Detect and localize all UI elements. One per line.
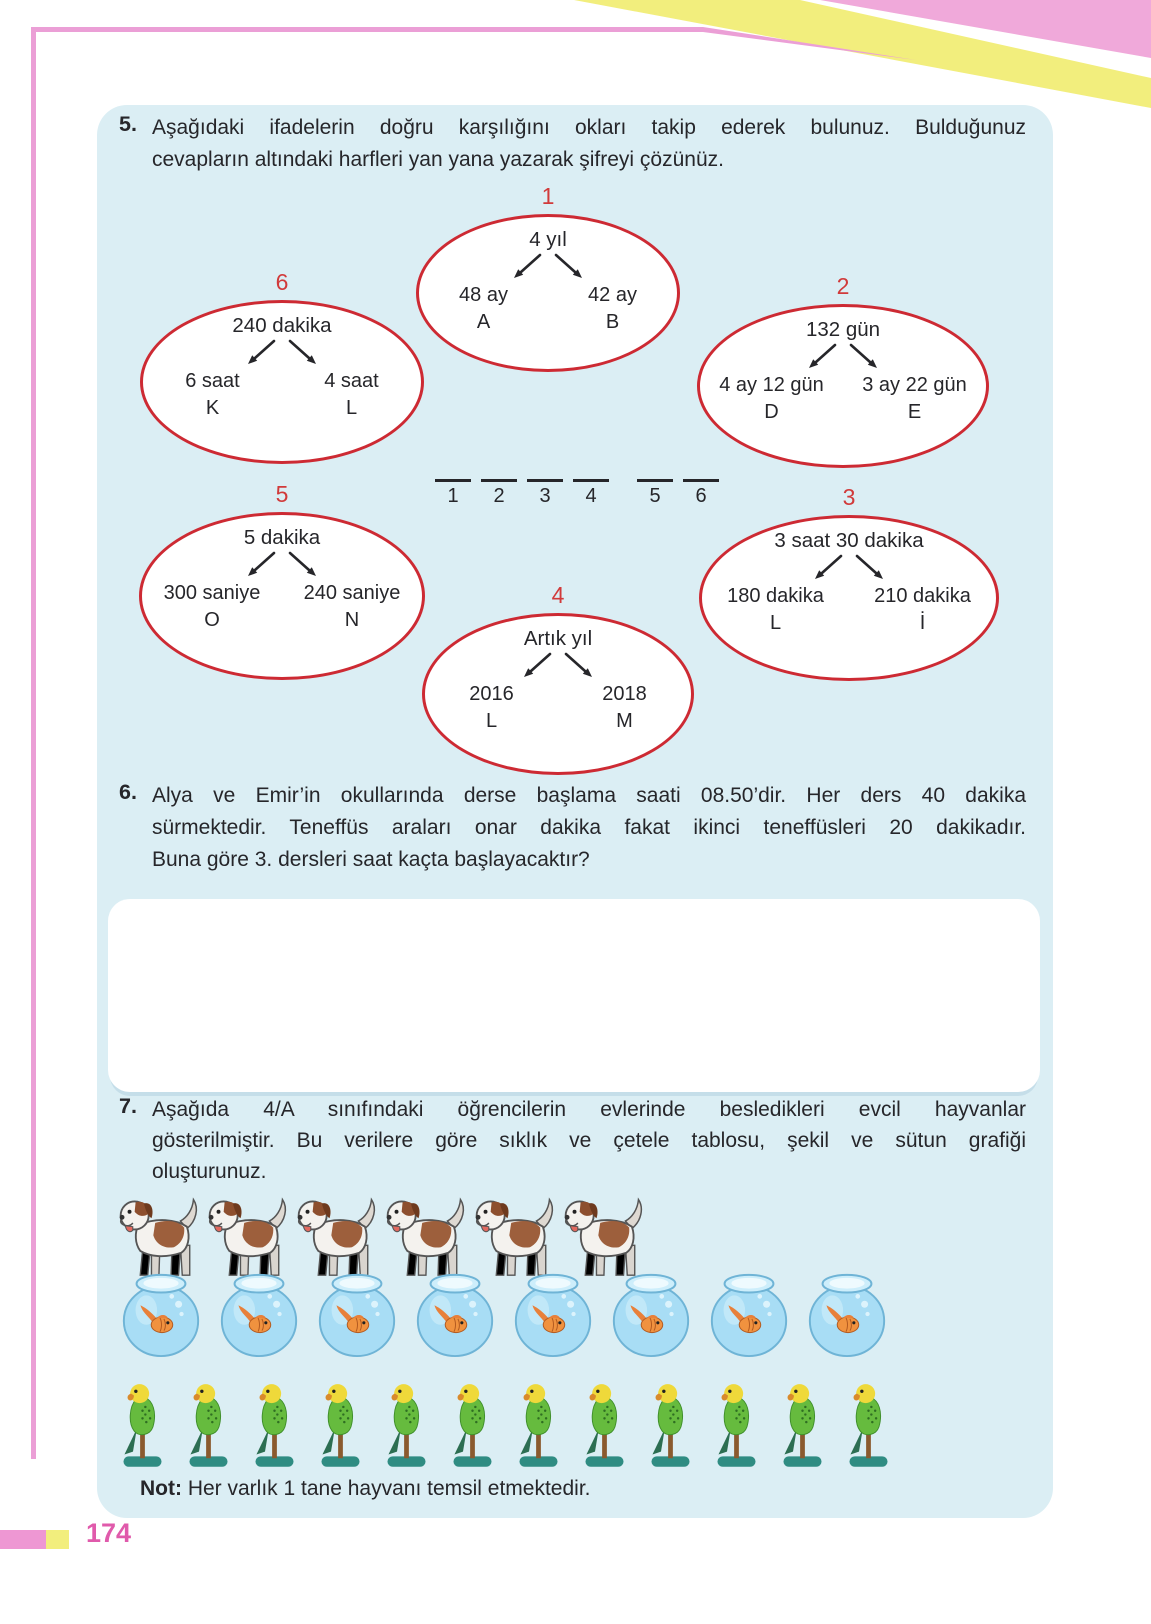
arrows-icon [212,551,352,581]
text-line: gösterilmiştir. Bu verilere göre sıklık ve çetele tablosu, şekil ve sütun grafiği [152,1129,1026,1152]
bubble-option-left: 48 ay [459,284,508,306]
blank-line [481,479,517,482]
blank-line [637,479,673,482]
blank-number: 4 [585,485,597,507]
answer-blanks [0,479,1151,531]
bubble-letter-right: N [344,609,360,631]
arrows-icon [779,554,919,584]
bubble-option-right: 4 saat [324,370,379,392]
bubble-ellipse [422,613,694,775]
bubble-letter-right: İ [919,612,926,634]
budgie-icon [774,1381,831,1469]
note-text: Her varlık 1 tane hayvanı temsil etmektedir. [187,1477,591,1500]
fishbowl-icon [313,1269,401,1359]
bubble-letter-right: L [345,397,358,419]
bubble-number: 2 [836,273,850,299]
arrows-icon [212,339,352,369]
bubble-number: 5 [275,481,289,507]
q5-number: 5. [119,112,137,136]
bubble-letter-left: L [485,710,498,732]
fishbowl-icon [607,1269,695,1359]
arrows-icon [478,253,618,283]
note [140,1477,591,1501]
bubble-question: 3 saat 30 dakika [774,529,924,552]
bubble-ellipse [416,214,680,372]
q6-number: 6. [119,780,137,804]
bubble-option-right: 42 ay [588,284,637,306]
blank-number: 5 [649,485,661,507]
bubble-option-right: 3 ay 22 gün [862,374,967,396]
budgie-icon [180,1381,237,1469]
text-line: sürmektedir. Teneffüs araları onar dakika fakat ikinci teneffüsleri 20 dakikadır. [152,816,1026,839]
bubble-number: 1 [541,183,555,209]
bubble-ellipse [140,300,424,464]
bubble-question: 4 yıl [529,228,567,251]
fishbowl-icon [215,1269,303,1359]
bubble-letter-left: K [205,397,220,419]
answer-blank [573,479,609,508]
text-line: cevapların altındaki harfleri yan yana yazarak şifreyi çözünüz. [152,148,724,171]
blank-line [683,479,719,482]
bubble-option-left: 180 dakika [727,585,824,607]
answer-bubble [140,269,424,464]
bubble-ellipse [139,512,425,680]
budgie-icon [840,1381,897,1469]
q7-number: 7. [119,1094,137,1118]
fishbowl-icon [803,1269,891,1359]
answer-bubble [416,183,680,372]
bubble-letter-right: E [907,401,922,423]
blank-number: 1 [447,485,459,507]
blank-number: 3 [539,485,551,507]
bubble-option-left: 6 saat [185,370,240,392]
fishbowl-icon [411,1269,499,1359]
text-line: oluşturunuz. [152,1160,267,1183]
q5-text [152,112,1026,176]
blank-line [527,479,563,482]
bubble-option-right: 2018 [602,683,647,705]
budgie-icon [708,1381,765,1469]
bubble-letter-left: O [204,609,220,631]
budgie-icon [312,1381,369,1469]
pink-frame-left-line [31,29,36,1459]
bird-row [114,1381,897,1469]
text-line: Aşağıda 4/A sınıfındaki öğrencilerin evlerinde besledikleri evcil hayvanlar [152,1098,1026,1121]
q7-text [152,1094,1026,1187]
text-line: Buna göre 3. dersleri saat kaçta başlayacaktır? [152,848,590,871]
bubble-question: 240 dakika [232,314,332,337]
bubble-number: 4 [551,582,565,608]
budgie-icon [444,1381,501,1469]
answer-blank [637,479,673,508]
blank-number: 6 [695,485,707,507]
blank-line [435,479,471,482]
arrows-icon [773,343,913,373]
answer-blank [481,479,517,508]
bubble-number: 3 [842,484,856,510]
answer-box [108,899,1040,1092]
budgie-icon [114,1381,171,1469]
fishbowl-icon [117,1269,205,1359]
bubble-ellipse [697,304,989,468]
bubble-option-right: 210 dakika [874,585,971,607]
bubble-ellipse [699,515,999,681]
bubble-option-right: 240 saniye [303,582,401,604]
note-label: Not: [140,1477,182,1500]
bubble-letter-left: L [769,612,782,634]
bubble-number: 6 [275,269,289,295]
footer-yellow-bar [46,1530,69,1549]
fish-row [117,1269,891,1359]
answer-blank [683,479,719,508]
answer-bubble [422,582,694,775]
arrows-icon [488,652,628,682]
bubble-letter-left: A [476,311,491,333]
bubble-option-left: 4 ay 12 gün [719,374,824,396]
blank-number: 2 [493,485,505,507]
bubble-option-left: 300 saniye [163,582,261,604]
answer-blank [435,479,471,508]
budgie-icon [576,1381,633,1469]
text-line: Alya ve Emir’in okullarında derse başlama saati 08.50’dir. Her ders 40 dakika [152,784,1026,807]
bubble-letter-right: M [616,710,633,732]
budgie-icon [510,1381,567,1469]
bubble-question: Artık yıl [523,627,593,650]
footer-pink-bar [0,1530,46,1549]
pink-frame-line [31,27,703,32]
bubble-question: 132 gün [805,318,881,341]
text-line: Aşağıdaki ifadelerin doğru karşılığını okları takip ederek bulunuz. Bulduğunuz [152,116,1026,139]
bubble-question: 5 dakika [243,526,321,549]
budgie-icon [378,1381,435,1469]
fishbowl-icon [509,1269,597,1359]
blank-line [573,479,609,482]
answer-blank [527,479,563,508]
answer-bubble [697,273,989,468]
bubble-letter-right: B [605,311,620,333]
bubble-letter-left: D [764,401,779,423]
budgie-icon [642,1381,699,1469]
fishbowl-icon [705,1269,793,1359]
budgie-icon [246,1381,303,1469]
bubble-option-left: 2016 [469,683,514,705]
page-number: 174 [86,1518,132,1548]
q6-text [152,780,1026,876]
